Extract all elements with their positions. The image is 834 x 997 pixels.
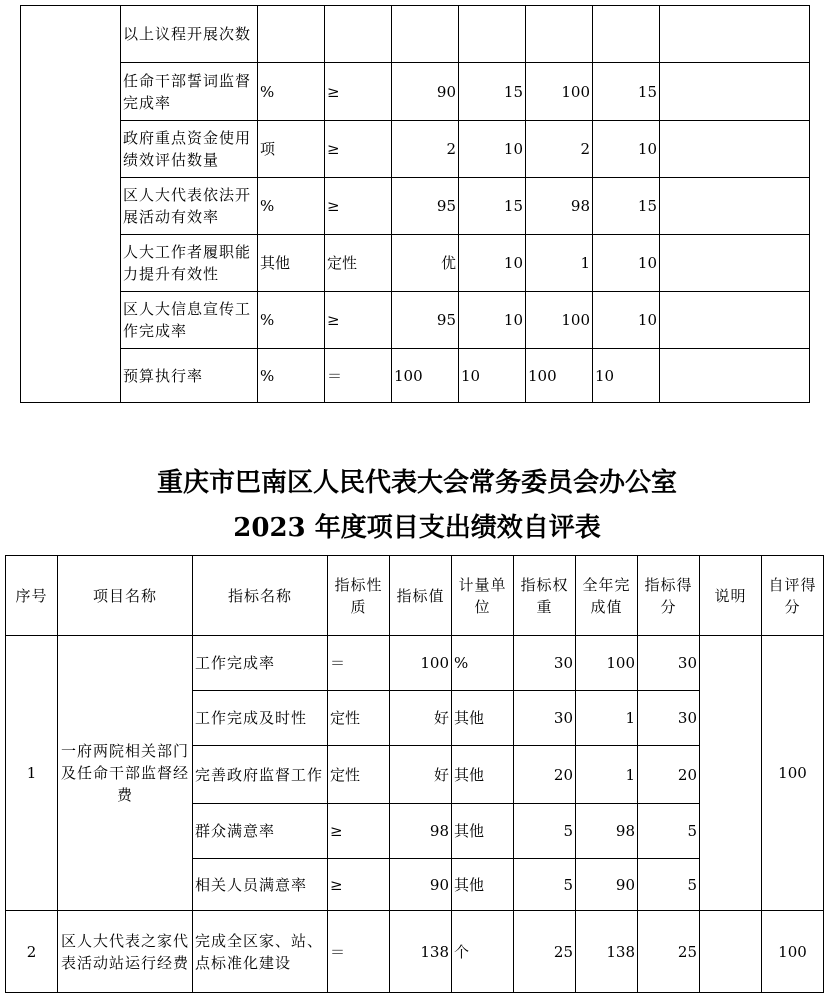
target-cell: 95 <box>392 178 459 235</box>
indicator-name: 区人大信息宣传工作完成率 <box>121 292 258 349</box>
actual-cell: 1 <box>526 235 593 292</box>
note-cell <box>660 63 810 121</box>
header-score: 指标得分 <box>638 556 700 636</box>
actual-cell: 98 <box>526 178 593 235</box>
note-cell <box>700 636 762 911</box>
table-row <box>6 636 824 691</box>
table-row <box>21 121 810 178</box>
indicator-name: 相关人员满意率 <box>193 859 328 911</box>
note-cell <box>660 6 810 63</box>
table-row <box>21 178 810 235</box>
unit-cell <box>258 6 325 63</box>
value-cell: 好 <box>390 746 452 804</box>
indicator-name: 工作完成及时性 <box>193 691 328 746</box>
self-evaluation-table <box>5 555 824 993</box>
operator-cell: ≥ <box>325 121 392 178</box>
document-title: 重庆市巴南区人民代表大会常务委员会办公室 <box>156 468 677 498</box>
actual-cell: 90 <box>576 859 638 911</box>
merged-left-cell <box>21 6 121 403</box>
project-name-cell: 一府两院相关部门及任命干部监督经费 <box>58 636 193 911</box>
score-cell: 25 <box>638 911 700 993</box>
indicator-name: 完成全区家、站、点标准化建设 <box>193 911 328 993</box>
score-cell: 30 <box>638 691 700 746</box>
operator-cell: 定性 <box>325 235 392 292</box>
operator-cell: ≥ <box>325 178 392 235</box>
value-cell: 好 <box>390 691 452 746</box>
value-cell: 90 <box>390 859 452 911</box>
header-indicator-nature: 指标性质 <box>328 556 390 636</box>
note-cell <box>660 235 810 292</box>
nature-cell: 定性 <box>328 691 390 746</box>
weight-cell: 10 <box>459 292 526 349</box>
actual-cell: 100 <box>576 636 638 691</box>
weight-cell: 5 <box>514 859 576 911</box>
weight-cell: 15 <box>459 63 526 121</box>
unit-cell: 个 <box>452 911 514 993</box>
nature-cell: ＝ <box>328 911 390 993</box>
value-cell: 138 <box>390 911 452 993</box>
unit-cell: 其他 <box>452 691 514 746</box>
operator-cell: ≥ <box>325 63 392 121</box>
score-cell: 5 <box>638 804 700 859</box>
score-cell: 15 <box>593 63 660 121</box>
score-cell: 30 <box>638 636 700 691</box>
seq-cell: 1 <box>6 636 58 911</box>
weight-cell <box>459 6 526 63</box>
weight-cell: 30 <box>514 636 576 691</box>
value-cell: 98 <box>390 804 452 859</box>
indicator-name: 以上议程开展次数 <box>121 6 258 63</box>
header-weight: 指标权重 <box>514 556 576 636</box>
note-cell <box>660 178 810 235</box>
operator-cell: ≥ <box>325 292 392 349</box>
weight-cell: 20 <box>514 746 576 804</box>
score-cell <box>593 6 660 63</box>
weight-cell: 5 <box>514 804 576 859</box>
unit-cell: % <box>258 292 325 349</box>
actual-cell: 100 <box>526 63 593 121</box>
score-cell: 5 <box>638 859 700 911</box>
unit-cell: 其他 <box>452 804 514 859</box>
actual-cell: 1 <box>576 691 638 746</box>
weight-cell: 15 <box>459 178 526 235</box>
score-cell: 10 <box>593 292 660 349</box>
nature-cell: ≥ <box>328 859 390 911</box>
nature-cell: 定性 <box>328 746 390 804</box>
actual-cell: 1 <box>576 746 638 804</box>
header-project-name: 项目名称 <box>58 556 193 636</box>
actual-cell <box>526 6 593 63</box>
continued-indicator-table <box>20 5 810 403</box>
header-note: 说明 <box>700 556 762 636</box>
operator-cell: ＝ <box>325 349 392 403</box>
note-cell <box>700 911 762 993</box>
target-cell: 95 <box>392 292 459 349</box>
self-score-cell: 100 <box>762 636 824 911</box>
unit-cell: 项 <box>258 121 325 178</box>
table-row <box>21 349 810 403</box>
indicator-name: 完善政府监督工作 <box>193 746 328 804</box>
header-row <box>6 556 824 636</box>
nature-cell: ≥ <box>328 804 390 859</box>
unit-cell: % <box>258 349 325 403</box>
unit-cell: % <box>258 63 325 121</box>
target-cell: 90 <box>392 63 459 121</box>
project-name-cell: 区人大代表之家代表活动站运行经费 <box>58 911 193 993</box>
score-cell: 10 <box>593 121 660 178</box>
actual-cell: 2 <box>526 121 593 178</box>
table-row <box>21 292 810 349</box>
target-cell <box>392 6 459 63</box>
header-seq: 序号 <box>6 556 58 636</box>
actual-cell: 98 <box>576 804 638 859</box>
table-row <box>21 6 810 63</box>
nature-cell: ＝ <box>328 636 390 691</box>
operator-cell <box>325 6 392 63</box>
note-cell <box>660 349 810 403</box>
table-row <box>6 911 824 993</box>
document-subtitle: 2023 年度项目支出绩效自评表 <box>233 513 601 543</box>
table-row <box>21 63 810 121</box>
unit-cell: 其他 <box>452 859 514 911</box>
actual-cell: 100 <box>526 292 593 349</box>
table-row <box>21 235 810 292</box>
unit-cell: % <box>452 636 514 691</box>
actual-cell: 100 <box>526 349 593 403</box>
indicator-name: 人大工作者履职能力提升有效性 <box>121 235 258 292</box>
header-indicator-value: 指标值 <box>390 556 452 636</box>
indicator-name: 工作完成率 <box>193 636 328 691</box>
unit-cell: 其他 <box>258 235 325 292</box>
score-cell: 20 <box>638 746 700 804</box>
seq-cell: 2 <box>6 911 58 993</box>
unit-cell: 其他 <box>452 746 514 804</box>
indicator-name: 预算执行率 <box>121 349 258 403</box>
score-cell: 10 <box>593 349 660 403</box>
unit-cell: % <box>258 178 325 235</box>
target-cell: 2 <box>392 121 459 178</box>
target-cell: 优 <box>392 235 459 292</box>
header-indicator-name: 指标名称 <box>193 556 328 636</box>
indicator-name: 任命干部誓词监督完成率 <box>121 63 258 121</box>
header-actual: 全年完成值 <box>576 556 638 636</box>
weight-cell: 10 <box>459 121 526 178</box>
score-cell: 10 <box>593 235 660 292</box>
header-unit: 计量单位 <box>452 556 514 636</box>
note-cell <box>660 292 810 349</box>
weight-cell: 25 <box>514 911 576 993</box>
actual-cell: 138 <box>576 911 638 993</box>
note-cell <box>660 121 810 178</box>
weight-cell: 10 <box>459 235 526 292</box>
score-cell: 15 <box>593 178 660 235</box>
indicator-name: 政府重点资金使用绩效评估数量 <box>121 121 258 178</box>
value-cell: 100 <box>390 636 452 691</box>
indicator-name: 群众满意率 <box>193 804 328 859</box>
indicator-name: 区人大代表依法开展活动有效率 <box>121 178 258 235</box>
weight-cell: 30 <box>514 691 576 746</box>
header-self-score: 自评得分 <box>762 556 824 636</box>
weight-cell: 10 <box>459 349 526 403</box>
self-score-cell: 100 <box>762 911 824 993</box>
target-cell: 100 <box>392 349 459 403</box>
